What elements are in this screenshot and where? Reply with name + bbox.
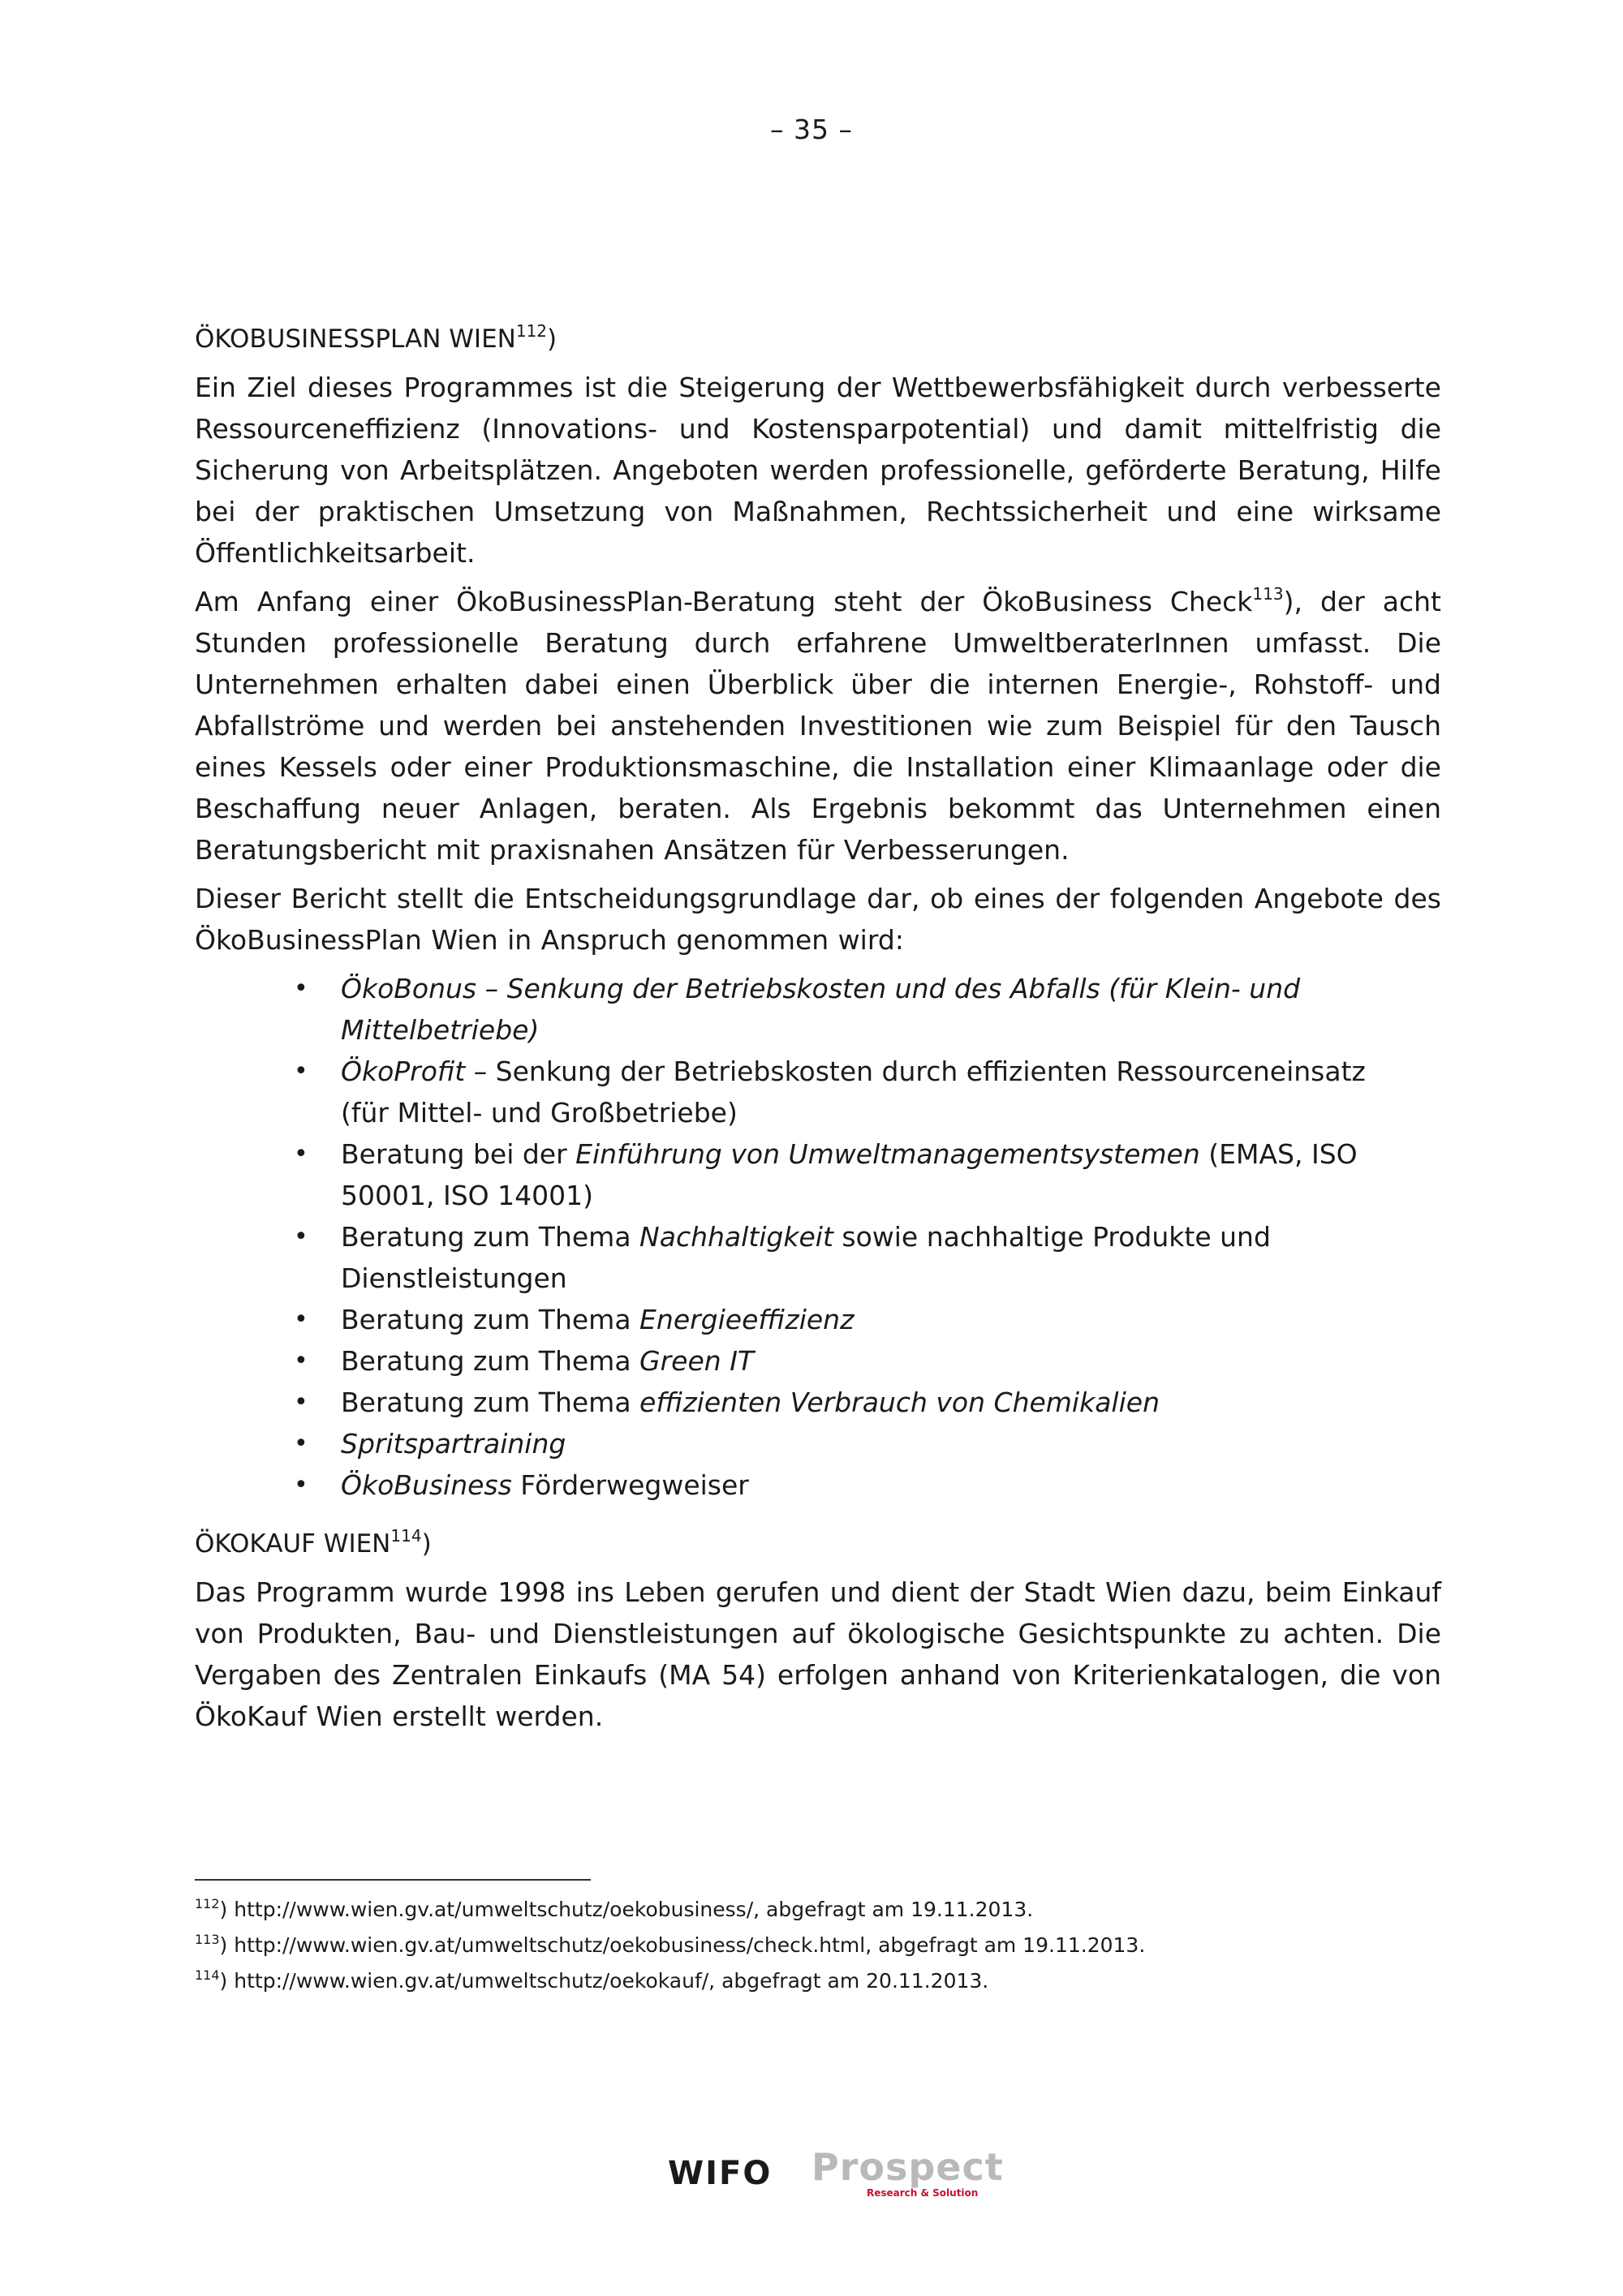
- list-item-italic: Energieeffizienz: [639, 1304, 855, 1335]
- bullet-icon: •: [294, 1347, 308, 1375]
- section-heading-oekokauf: ÖKOKAUF WIEN$^{114}$): [195, 1525, 432, 1559]
- list-item-italic: ÖkoBusiness: [341, 1469, 512, 1501]
- bullet-icon: •: [294, 1388, 308, 1417]
- footnote-ref-112[interactable]: 112: [515, 320, 548, 341]
- footnote-text[interactable]: ) http://www.wien.gv.at/umweltschutz/oekobusiness/, abgefragt am 19.11.2013.: [219, 1898, 1034, 1921]
- section-heading-oekobusinessplan: ÖKOBUSINESSPLAN WIEN$^{112}$): [195, 320, 558, 354]
- list-item: [195, 1299, 1441, 1340]
- footnote-divider: [195, 1879, 591, 1881]
- bullet-icon: •: [294, 1057, 308, 1086]
- offer-list: [195, 968, 1441, 1506]
- list-item-text: Beratung zum Thema: [341, 1304, 640, 1335]
- list-item-italic: Spritspartraining: [341, 1428, 566, 1460]
- list-item-text: Beratung zum Thema: [341, 1345, 640, 1377]
- list-item-text: Beratung zum Thema: [341, 1387, 640, 1418]
- bullet-icon: •: [294, 1471, 308, 1499]
- paragraph-check: [195, 581, 1441, 871]
- footnote-text[interactable]: ) http://www.wien.gv.at/umweltschutz/oekokauf/, abgefragt am 20.11.2013.: [219, 1969, 989, 1993]
- bullet-icon: •: [294, 1223, 308, 1251]
- list-item: [195, 1051, 1441, 1133]
- prospect-logo: [812, 2145, 1004, 2199]
- list-item-italic: Green IT: [639, 1345, 755, 1377]
- list-item-text: Beratung zum Thema: [341, 1221, 640, 1253]
- list-item-italic: Einführung von Umweltmanagementsystemen: [575, 1138, 1200, 1170]
- heading-text: ÖKOKAUF WIEN: [195, 1529, 391, 1559]
- footer-logos: [0, 2145, 1623, 2207]
- bullet-icon: •: [294, 1430, 308, 1458]
- list-item: [195, 1216, 1441, 1299]
- paragraph-check-part2: ), der acht Stunden professionelle Beratung durch erfahrene UmweltberaterInnen umfasst. Die Unternehmen erhalten dabei einen Überblick über die internen Energie-, Rohstoff- und Abfallströme und werden bei anstehenden Investitionen wie zum Beispiel für den Tausch eines Kessels oder einer Produktionsmaschine, die Installation einer Klimaanlage oder die Beschaffung neuer Anlagen, beraten. Als Ergebnis bekommt das Unternehmen einen Beratungsbericht mit praxisnahen Ansätzen für Verbesserungen.: [195, 586, 1441, 866]
- list-item: [195, 1133, 1441, 1216]
- main-content: [195, 319, 1441, 1744]
- footnote-114: [195, 1963, 1441, 1999]
- footnote-112: [195, 1892, 1441, 1928]
- prospect-logo-wordmark: Prospect: [812, 2145, 1004, 2189]
- list-item: [195, 1464, 1441, 1506]
- bullet-icon: •: [294, 1140, 308, 1168]
- paragraph-check-part1: Am Anfang einer ÖkoBusinessPlan-Beratung steht der ÖkoBusiness Check: [195, 586, 1253, 617]
- paragraph-oekokauf: Das Programm wurde 1998 ins Leben gerufen und dient der Stadt Wien dazu, beim Einkauf von Produkten, Bau- und Dienstleistungen auf ökologische Gesichtspunkte zu achten. Die Vergaben des Zentralen Einkaufs (MA 54) erfolgen anhand von Kriterienkatalogen, die von ÖkoKauf Wien erstellt werden.: [195, 1576, 1441, 1732]
- list-item-text: – Senkung der Betriebskosten durch effizienten Ressourceneinsatz (für Mittel- und Großbetriebe): [341, 1056, 1366, 1129]
- list-item: [195, 1423, 1441, 1464]
- list-item: [195, 1340, 1441, 1382]
- footnote-ref-113[interactable]: 113: [1252, 584, 1284, 604]
- bullet-icon: •: [294, 974, 308, 1003]
- list-item-italic: ÖkoProfit: [341, 1056, 466, 1087]
- paragraph-report: Dieser Bericht stellt die Entscheidungsgrundlage dar, ob eines der folgenden Angebote des ÖkoBusinessPlan Wien in Anspruch genommen wird:: [195, 883, 1441, 956]
- list-item-italic: Nachhaltigkeit: [639, 1221, 833, 1253]
- list-item-italic: effizienten Verbrauch von Chemikalien: [639, 1387, 1160, 1418]
- heading-text: ÖKOBUSINESSPLAN WIEN: [195, 325, 516, 354]
- paragraph-goal: Ein Ziel dieses Programmes ist die Steigerung der Wettbewerbsfähigkeit durch verbesserte Ressourceneffizienz (Innovations- und Kostensparpotential) und damit mittelfristig die Sicherung von Arbeitsplätzen. Angeboten werden professionelle, geförderte Beratung, Hilfe bei der praktischen Umsetzung von Maßnahmen, Rechtssicherheit und eine wirksame Öffentlichkeitsarbeit.: [195, 372, 1441, 569]
- footnote-113: [195, 1928, 1441, 1963]
- list-item-text: (EMAS, ISO 50001, ISO 14001): [341, 1138, 1358, 1211]
- footnotes: [195, 1892, 1441, 1999]
- footnote-ref-114[interactable]: 114: [390, 1525, 422, 1546]
- footnote-number: 114: [195, 1967, 220, 1983]
- prospect-logo-tagline: Research & Solution: [867, 2187, 979, 2199]
- footnote-number: 113: [195, 1931, 220, 1947]
- list-item: [195, 968, 1441, 1051]
- footnote-text[interactable]: ) http://www.wien.gv.at/umweltschutz/oekobusiness/check.html, abgefragt am 19.11.2013.: [219, 1933, 1146, 1957]
- list-item-italic: ÖkoBonus – Senkung der Betriebskosten und des Abfalls (für Klein- und Mittelbetriebe): [341, 973, 1301, 1046]
- bullet-icon: •: [294, 1305, 308, 1334]
- footnote-number: 112: [195, 1895, 220, 1911]
- list-item-text: Beratung bei der: [341, 1138, 576, 1170]
- list-item-text: Förderwegweiser: [511, 1469, 749, 1501]
- list-item: [195, 1382, 1441, 1423]
- list-item-text: sowie nachhaltige Produkte und Dienstleistungen: [341, 1221, 1271, 1294]
- page-number: – 35 –: [770, 114, 853, 145]
- wifo-logo: WIFO: [668, 2155, 773, 2192]
